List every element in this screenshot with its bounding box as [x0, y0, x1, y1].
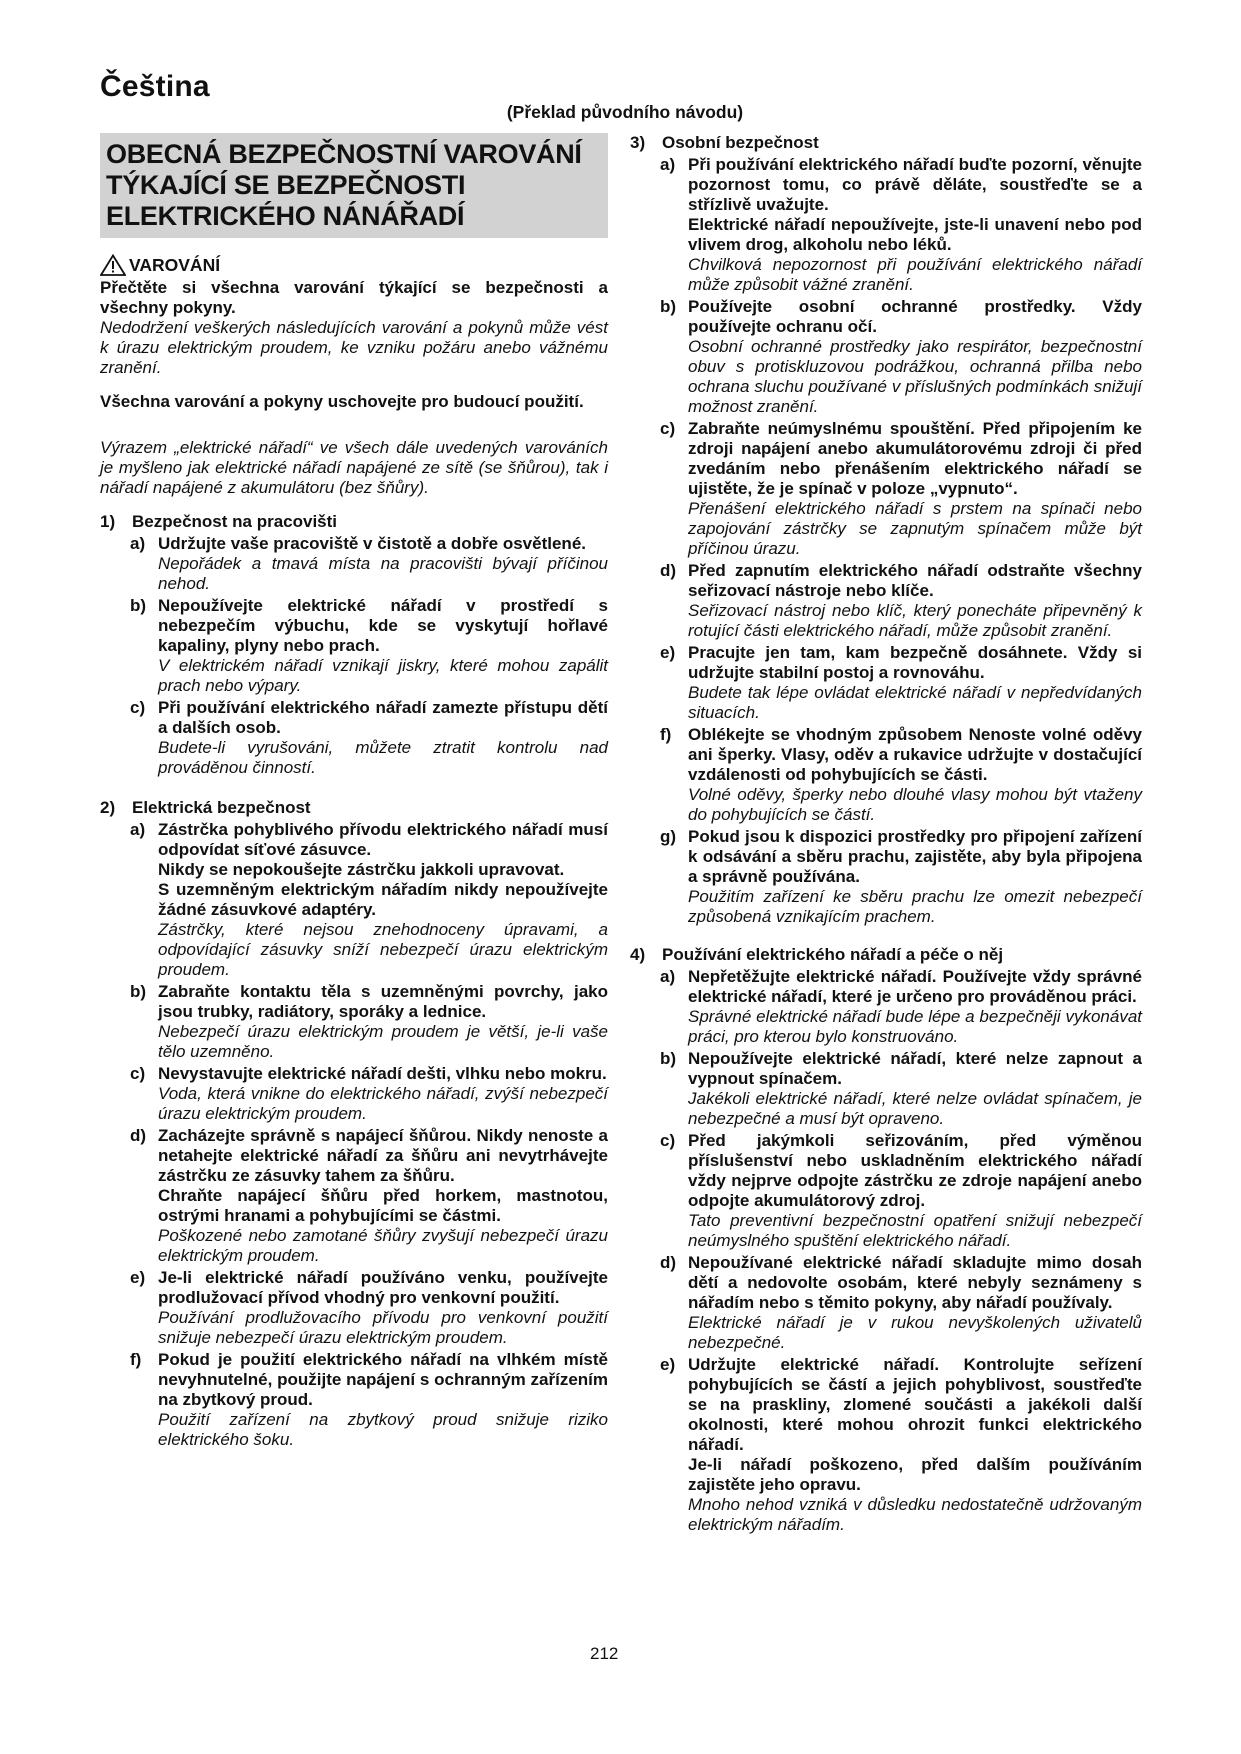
section-heading: 3) Osobní bezpečnost	[630, 133, 819, 152]
list-item: b) Zabraňte kontaktu těla s uzemněnými povrchy, jako jsou trubky, radiátory, sporáky a lednice. Nebezpečí úrazu elektrickým proudem je větší, je-li vaše tělo uzemněno.	[130, 982, 608, 1061]
list-item: a) Při používání elektrického nářadí buďte pozorní, věnujte pozornost tomu, co právě děláte, soustřeďte se a střízlivě uvažujte. Elektrické nářadí nepoužívejte, jste-li unavení nebo pod vlivem drog, alkoholu nebo léků. Chvilková nepozornost při používání elektrického nářadí může způsobit vážné zranění.	[660, 155, 1142, 294]
list-item: b) Nepoužívejte elektrické nářadí v prostředí s nebezpečím výbuchu, kde se vyskytují hořlavé kapaliny, plyny nebo prach. V elektrickém nářadí vznikají jiskry, které mohou zapálit prach nebo výpary.	[130, 596, 608, 695]
list-item: f) Pokud je použití elektrického nářadí na vlhkém místě nevyhnutelné, použijte napájení s ochranným zařízením na zbytkový proud. Použití zařízení na zbytkový proud snižuje riziko elektrického šoku.	[130, 1350, 608, 1449]
warning-keep: Všechna varování a pokyny uschovejte pro budoucí použití.	[100, 392, 584, 411]
warning-heading	[100, 254, 608, 276]
list-item: b) Nepoužívejte elektrické nářadí, které nelze zapnout a vypnout spínačem. Jakékoli elektrické nářadí, které nelze ovládat spínačem, je nebezpečné a musí být opraveno.	[660, 1049, 1142, 1128]
page-number: 212	[590, 1644, 619, 1663]
list-item: c) Nevystavujte elektrické nářadí dešti, vlhku nebo mokru. Voda, která vnikne do elektrického nářadí, zvýší nebezpečí úrazu elektrickým proudem.	[130, 1064, 608, 1123]
list-item: a) Zástrčka pohyblivého přívodu elektrického nářadí musí odpovídat síťové zásuvce. Nikdy se nepokoušejte zástrčku jakkoli upravovat. S uzemněným elektrickým nářadím nikdy nepoužívejte žádné zásuvkové adaptéry. Zástrčky, které nejsou znehodnoceny úpravami, a odpovídající zásuvky sníží nebezpečí úrazu elektrickým proudem.	[130, 820, 608, 979]
warning-read-all: Přečtěte si všechna varování týkající se bezpečnosti a všechny pokyny.	[100, 278, 608, 317]
right-column	[630, 133, 1142, 1535]
list-item: a) Nepřetěžujte elektrické nářadí. Používejte vždy správné elektrické nářadí, které je určeno pro prováděnou práci. Správné elektrické nářadí bude lépe a bezpečněji vykonávat práci, pro kterou bylo konstruováno.	[660, 967, 1142, 1046]
list-item: e) Udržujte elektrické nářadí. Kontrolujte seřízení pohybujících se částí a jejich pohyblivost, soustřeďte se na praskliny, zlomené součásti a jakékoli další okolnosti, které mohou ohrozit funkci elektrického nářadí. Je-li nářadí poškozeno, před dalším používáním zajistěte jeho opravu. Mnoho nehod vzniká v důsledku nedostatečně udržovaným elektrickým nářadím.	[660, 1355, 1142, 1534]
list-item: d) Nepoužívané elektrické nářadí skladujte mimo dosah dětí a nedovolte osobám, které nebyly seznámeny s nářadím nebo s těmito pokyny, aby nářadí používaly. Elektrické nářadí je v rukou nevyškolených uživatelů nebezpečné.	[660, 1253, 1142, 1352]
list-item: a) Udržujte vaše pracoviště v čistotě a dobře osvětlené. Nepořádek a tmavá místa na pracovišti bývají příčinou nehod.	[130, 534, 608, 593]
section-heading: 4) Používání elektrického nářadí a péče o něj	[630, 945, 1004, 964]
list-item: d) Před zapnutím elektrického nářadí odstraňte všechny seřizovací nástroje nebo klíče. Seřizovací nástroj nebo klíč, který ponecháte připevněný k rotující části elektrického nářadí, může způsobit zranění.	[660, 561, 1142, 640]
list-item: c) Před jakýmkoli seřizováním, před výměnou příslušenství nebo uskladněním elektrického nářadí vždy nejprve odpojte zástrčku ze zdroje napájení anebo odpojte akumulátorový zdroj. Tato preventivní bezpečnostní opatření snižují nebezpečí neúmyslného spuštění elektrického nářadí.	[660, 1131, 1142, 1250]
list-item: d) Zacházejte správně s napájecí šňůrou. Nikdy nenoste a netahejte elektrické nářadí za šňůru ani nevytrhávejte zástrčku ze zásuvky tahem za šňůru. Chraňte napájecí šňůru před horkem, mastnotou, ostrými hranami a pohybujícími se částmi. Poškozené nebo zamotané šňůry zvyšují nebezpečí úrazu elektrickým proudem.	[130, 1126, 608, 1265]
warning-triangle-icon	[100, 254, 126, 276]
warning-label: VAROVÁNÍ	[129, 255, 221, 275]
left-column	[100, 133, 608, 1450]
list-item: g) Pokud jsou k dispozici prostředky pro připojení zařízení k odsávání a sběru prachu, zajistěte, aby byla připojena a správně používána. Použitím zařízení ke sběru prachu lze omezit nebezpečí způsobená vznikajícím prachem.	[660, 827, 1142, 926]
warning-consequence: Nedodržení veškerých následujících varování a pokynů může vést k úrazu elektrickým proudem, ke vzniku požáru anebo vážnému zranění.	[100, 318, 608, 377]
list-item: c) Zabraňte neúmyslnému spouštění. Před připojením ke zdroji napájení anebo akumulátorovému zdroji či před zvedáním nebo přenášením elektrického nářadí se ujistěte, že je spínač v poloze „vypnuto“. Přenášení elektrického nářadí s prstem na spínači nebo zapojování zástrčky se zapnutým spínačem může být příčinou úrazu.	[660, 419, 1142, 558]
power-tool-definition: Výrazem „elektrické nářadí“ ve všech dále uvedených varováních je myšleno jak elektrické nářadí napájené ze sítě (se šňůrou), tak i nářadí napájené z akumulátoru (bez šňůry).	[100, 438, 608, 497]
list-item: e) Je-li elektrické nářadí používáno venku, používejte prodlužovací přívod vhodný pro venkovní použití. Používání prodlužovacího přívodu pro venkovní použití snižuje nebezpečí úrazu elektrickým proudem.	[130, 1268, 608, 1347]
list-item: b) Používejte osobní ochranné prostředky. Vždy používejte ochranu očí. Osobní ochranné prostředky jako respirátor, bezpečnostní obuv s protiskluzovou podrážkou, ochranná přilba nebo ochrana sluchu používané v příslušných podmínkách snižují možnost zranění.	[660, 297, 1142, 416]
translation-subtitle: (Překlad původního návodu)	[506, 102, 744, 122]
title-line: TÝKAJÍCÍ SE BEZPEČNOSTI	[106, 170, 466, 200]
language-heading: Čeština	[100, 70, 210, 103]
list-item: c) Při používání elektrického nářadí zamezte přístupu dětí a dalších osob. Budete-li vyrušováni, můžete ztratit kontrolu nad prováděnou činností.	[130, 698, 608, 777]
section-heading: 1) Bezpečnost na pracovišti	[100, 512, 338, 531]
title-line: OBECNÁ BEZPEČNOSTNÍ VAROVÁNÍ	[106, 139, 582, 169]
title-line: ELEKTRICKÉHO NÁNÁŘADÍ	[106, 201, 465, 231]
section-heading: 2) Elektrická bezpečnost	[100, 798, 311, 817]
list-item: e) Pracujte jen tam, kam bezpečně dosáhnete. Vždy si udržujte stabilní postoj a rovnováhu. Budete tak lépe ovládat elektrické nářadí v nepředvídaných situacích.	[660, 643, 1142, 722]
list-item: f) Oblékejte se vhodným způsobem Nenoste volné oděvy ani šperky. Vlasy, oděv a rukavice udržujte v dostačující vzdálenosti od pohybujících se části. Volné oděvy, šperky nebo dlouhé vlasy mohou být vtaženy do pohybujících se částí.	[660, 725, 1142, 824]
section-title-box	[100, 133, 608, 238]
